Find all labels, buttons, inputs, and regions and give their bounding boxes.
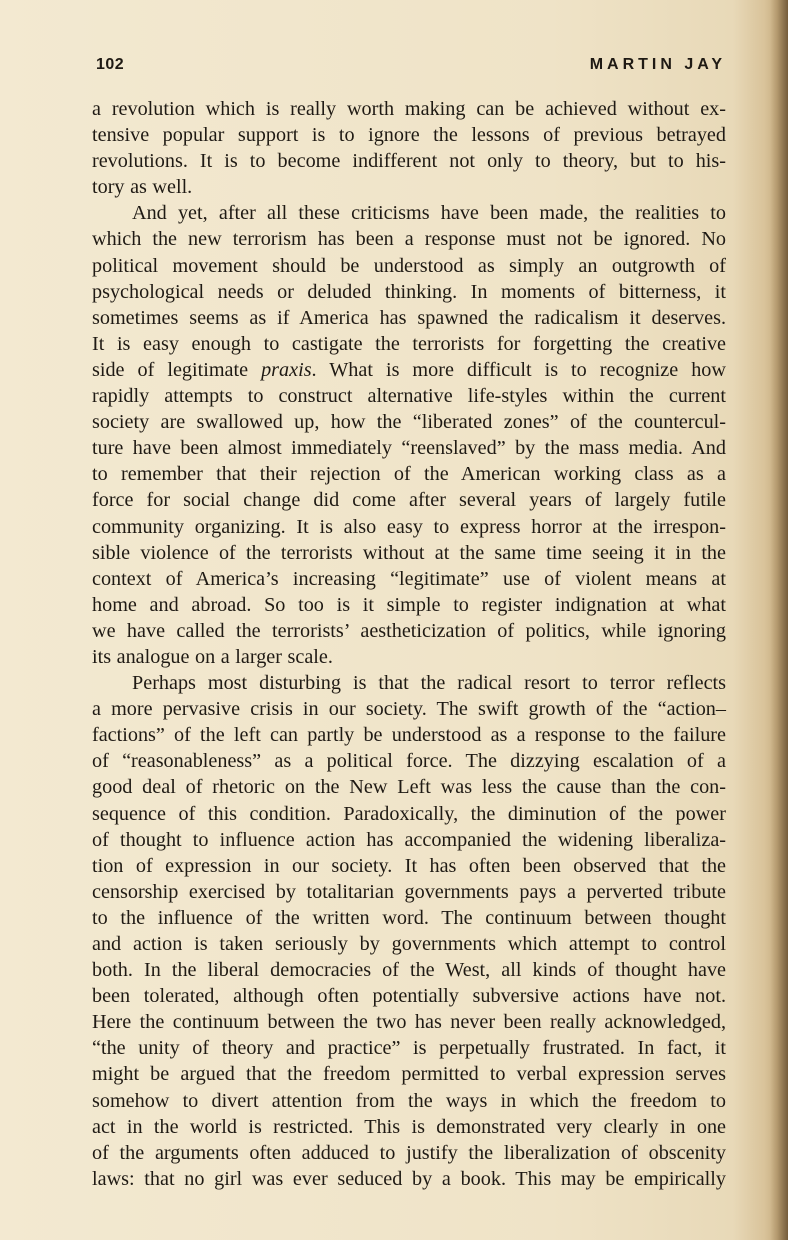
text-line: psychological needs or deluded thinking. In moments of bitterness, it — [92, 280, 726, 303]
text-line: a more pervasive crisis in our society. The swift growth of the “action– — [92, 698, 726, 721]
text-line: laws: that no girl was ever seduced by a book. This may be empirically — [92, 1167, 726, 1190]
text-line: factions” of the left can partly be understood as a response to the failure — [92, 724, 726, 747]
text-line: which the new terrorism has been a response must not be ignored. No — [92, 228, 726, 251]
text-line: Perhaps most disturbing is that the radical resort to terror reflects — [132, 672, 726, 695]
text-line: sible violence of the terrorists without at the same time seeing it in the — [92, 541, 726, 564]
text-line: of thought to influence action has accompanied the widening liberaliza- — [92, 828, 726, 851]
text-line: to remember that their rejection of the American working class as a — [92, 463, 726, 486]
text-line: It is easy enough to castigate the terrorists for forgetting the creative — [92, 332, 726, 355]
body-text — [92, 96, 726, 1192]
text-line: society are swallowed up, how the “liberated zones” of the countercul- — [92, 411, 726, 434]
text-line: good deal of rhetoric on the New Left was less the cause than the con- — [92, 776, 726, 799]
text-line: side of legitimate praxis. What is more difficult is to recognize how — [92, 358, 726, 381]
text-line: to the influence of the written word. The continuum between thought — [92, 906, 726, 929]
paragraph — [92, 200, 726, 670]
page-number: 102 — [96, 56, 125, 73]
text-line: been tolerated, although often potentially subversive actions have not. — [92, 985, 726, 1008]
text-line: its analogue on a larger scale. — [92, 645, 333, 668]
text-line: sometimes seems as if America has spawned the radicalism it deserves. — [92, 306, 726, 329]
text-line: political movement should be understood as simply an outgrowth of — [92, 254, 726, 277]
text-line: tion of expression in our society. It has often been observed that the — [92, 854, 726, 877]
paragraph — [92, 96, 726, 200]
text-line: context of America’s increasing “legitimate” use of violent means at — [92, 567, 726, 590]
text-line: “the unity of theory and practice” is perpetually frustrated. In fact, it — [92, 1037, 726, 1060]
text-line: tensive popular support is to ignore the lessons of previous betrayed — [92, 124, 726, 147]
paragraph — [92, 670, 726, 1192]
text-line: revolutions. It is to become indifferent not only to theory, but to his- — [92, 150, 726, 173]
text-line: might be argued that the freedom permitted to verbal expression serves — [92, 1063, 726, 1086]
page-edge-shadow — [770, 0, 788, 1240]
text-line: act in the world is restricted. This is demonstrated very clearly in one — [92, 1115, 726, 1138]
text-line: rapidly attempts to construct alternative life-styles within the current — [92, 385, 726, 408]
running-head — [96, 56, 726, 80]
text-line: and action is taken seriously by governments which attempt to control — [92, 933, 726, 955]
text-line: sequence of this condition. Paradoxically, the diminution of the power — [92, 802, 726, 825]
text-line: of the arguments often adduced to justify the liberalization of obscenity — [92, 1141, 726, 1164]
running-head-author: MARTIN JAY — [589, 56, 726, 73]
text-line: ture have been almost immediately “reenslaved” by the mass media. And — [92, 437, 726, 460]
text-line: both. In the liberal democracies of the West, all kinds of thought have — [92, 959, 726, 982]
text-line: censorship exercised by totalitarian governments pays a perverted tribute — [92, 880, 726, 903]
text-line: And yet, after all these criticisms have been made, the realities to — [132, 202, 726, 225]
text-line: we have called the terrorists’ aestheticization of politics, while ignoring — [92, 619, 726, 642]
text-line: somehow to divert attention from the ways in which the freedom to — [92, 1089, 726, 1112]
text-line: a revolution which is really worth making can be achieved without ex- — [92, 98, 726, 120]
text-line: community organizing. It is also easy to express horror at the irrespon- — [92, 515, 726, 538]
text-line: Here the continuum between the two has never been really acknowledged, — [92, 1011, 726, 1034]
text-line: tory as well. — [92, 176, 193, 199]
text-line: home and abroad. So too is it simple to register indignation at what — [92, 593, 726, 616]
text-line: of “reasonableness” as a political force. The dizzying escalation of a — [92, 750, 726, 773]
text-line: force for social change did come after several years of largely futile — [92, 489, 726, 512]
